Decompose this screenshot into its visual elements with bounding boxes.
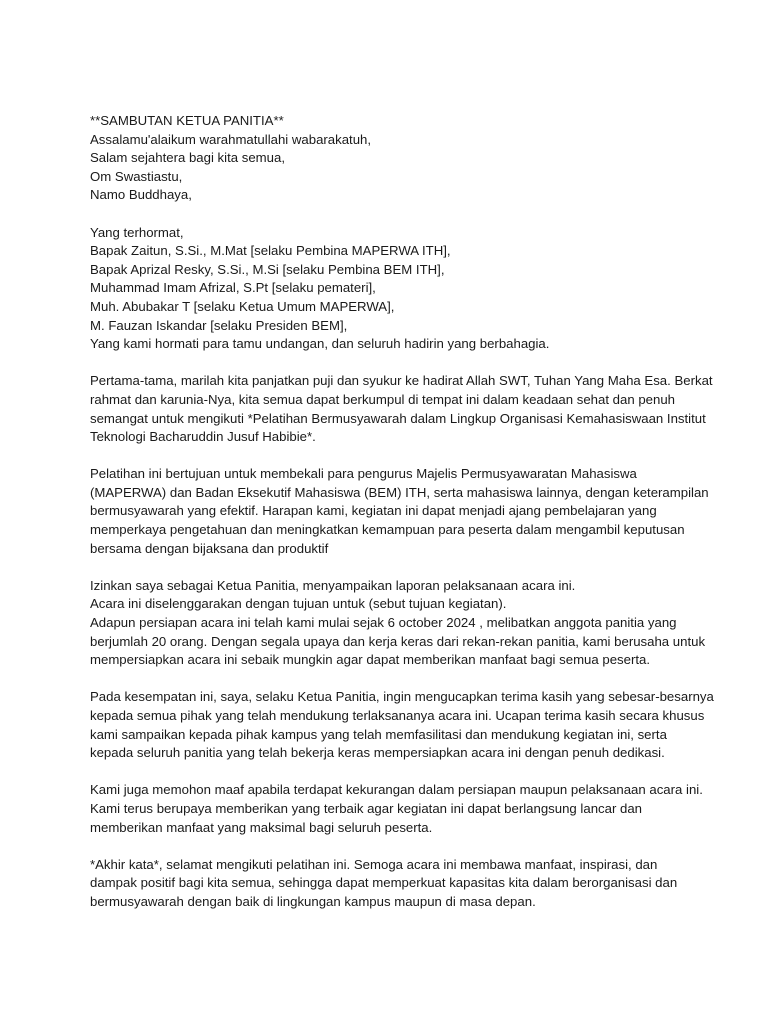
paragraph-line: berjumlah 20 orang. Dengan segala upaya dan kerja keras dari rekan-rekan panitia, kami berusaha untuk (90, 633, 706, 649)
greeting-line: Namo Buddhaya, (90, 187, 192, 203)
paragraph-line: *Akhir kata*, selamat mengikuti pelatihan ini. Semoga acara ini membawa manfaat, inspirasi, dan (90, 856, 658, 872)
paragraph-line: mempersiapkan acara ini sebaik mungkin agar dapat memberikan manfaat bagi semua peserta. (90, 652, 651, 668)
greeting-line: Assalamu'alaikum warahmatullahi wabarakatuh, (90, 131, 372, 147)
salutation-line: Yang kami hormati para tamu undangan, dan seluruh hadirin yang berbahagia. (90, 336, 550, 352)
paragraph-report (90, 577, 706, 670)
salutation-line: M. Fauzan Iskandar [selaku Presiden BEM], (90, 317, 348, 333)
salutation-line: Bapak Zaitun, S.Si., M.Mat [selaku Pembina MAPERWA ITH], (90, 243, 451, 259)
paragraph-line: Teknologi Bacharuddin Jusuf Habibie*. (90, 429, 316, 445)
paragraph-line: memperkaya pengetahuan dan meningkatkan kemampuan para peserta dalam mengambil keputusan (90, 522, 685, 538)
paragraph-line: bermusyawarah dengan baik di lingkungan kampus maupun di masa depan. (90, 893, 536, 909)
salutation-line: Muh. Abubakar T [selaku Ketua Umum MAPERWA], (90, 298, 395, 314)
paragraph-line: kami sampaikan kepada pihak kampus yang telah memfasilitasi dan mendukung kegiatan ini, serta (90, 726, 667, 742)
paragraph-line: bersama dengan bijaksana dan produktif (90, 540, 329, 556)
paragraph-line: kepada seluruh panitia yang telah bekerja keras mempersiapkan acara ini dengan penuh dedikasi. (90, 745, 665, 761)
salutation-line: Yang terhormat, (90, 224, 184, 240)
document-page (90, 112, 714, 912)
paragraph-line: memberikan manfaat yang maksimal bagi seluruh peserta. (90, 819, 433, 835)
paragraph-thanks (90, 688, 714, 762)
paragraph-gratitude (90, 372, 713, 446)
paragraph-line: Izinkan saya sebagai Ketua Panitia, menyampaikan laporan pelaksanaan acara ini. (90, 577, 576, 593)
paragraph-line: Pertama-tama, marilah kita panjatkan puji dan syukur ke hadirat Allah SWT, Tuhan Yang Maha Esa. Berkat (90, 373, 713, 389)
paragraph-line: Pelatihan ini bertujuan untuk membekali para pengurus Majelis Permusyawaratan Mahasiswa (90, 466, 637, 482)
opening-block (90, 112, 690, 205)
salutation-line: Bapak Aprizal Resky, S.Si., M.Si [selaku Pembina BEM ITH], (90, 261, 445, 277)
paragraph-line: Kami juga memohon maaf apabila terdapat kekurangan dalam persiapan maupun pelaksanaan acara ini. (90, 782, 703, 798)
salutation-line: Muhammad Imam Afrizal, S.Pt [selaku pemateri], (90, 280, 376, 296)
greeting-line: Salam sejahtera bagi kita semua, (90, 150, 285, 166)
paragraph-line: semangat untuk mengikuti *Pelatihan Bermusyawarah dalam Lingkup Organisasi Kemahasiswaan Institut (90, 410, 706, 426)
paragraph-line: kepada semua pihak yang telah mendukung terlaksananya acara ini. Ucapan terima kasih secara khusus (90, 708, 705, 723)
paragraph-closing (90, 856, 690, 912)
paragraph-line: dampak positif bagi kita semua, sehingga dapat memperkuat kapasitas kita dalam berorganisasi dan (90, 875, 678, 891)
greeting-line: Om Swastiastu, (90, 168, 183, 184)
paragraph-purpose (90, 465, 709, 558)
paragraph-line: Pada kesempatan ini, saya, selaku Ketua Panitia, ingin mengucapkan terima kasih yang sebesar-besarnya (90, 689, 714, 705)
paragraph-apology (90, 781, 703, 837)
document-title: **SAMBUTAN KETUA PANITIA** (90, 113, 284, 128)
paragraph-line: Acara ini diselenggarakan dengan tujuan untuk (sebut tujuan kegiatan). (90, 596, 507, 612)
salutation-block (90, 224, 690, 354)
paragraph-line: (MAPERWA) dan Badan Eksekutif Mahasiswa (BEM) ITH, serta mahasiswa lainnya, dengan keterampilan (90, 484, 709, 500)
paragraph-line: rahmat dan karunia-Nya, kita semua dapat berkumpul di tempat ini dalam keadaan sehat dan penuh (90, 391, 676, 407)
paragraph-line: Kami terus berupaya memberikan yang terbaik agar kegiatan ini dapat berlangsung lancar dan (90, 800, 643, 816)
paragraph-line: bermusyawarah yang efektif. Harapan kami, kegiatan ini dapat menjadi ajang pembelajaran yang (90, 503, 657, 519)
paragraph-line: Adapun persiapan acara ini telah kami mulai sejak 6 october 2024 , melibatkan anggota panitia yang (90, 615, 677, 631)
